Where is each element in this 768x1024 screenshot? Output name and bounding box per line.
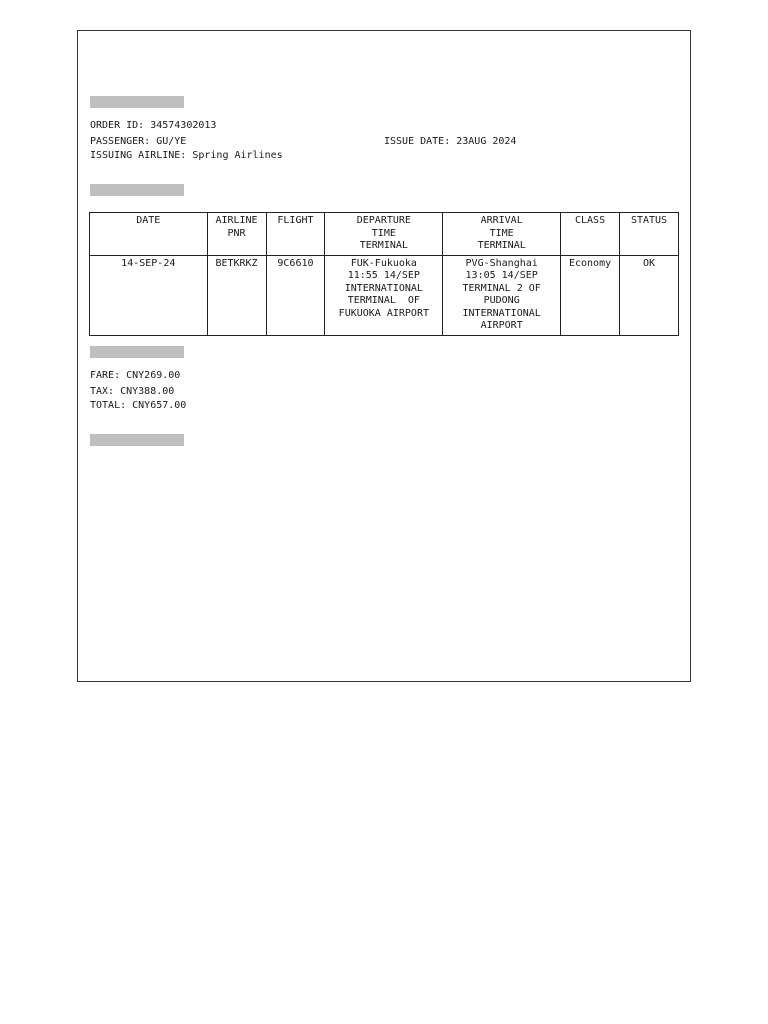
table-header-row [90,213,679,256]
passenger: PASSENGER: GU/YE [90,136,187,147]
cell-departure: FUK-Fukuoka 11:55 14/SEP INTERNATIONAL TERMINAL OF FUKUOKA AIRPORT [325,255,443,335]
cell-status: OK [620,255,679,335]
itinerary-table [89,212,679,336]
header-status: STATUS [620,213,679,256]
header-arrival: ARRIVAL TIME TERMINAL [443,213,561,256]
header-date: DATE [90,213,208,256]
header-flight: FLIGHT [266,213,325,256]
header-airline-pnr: AIRLINE PNR [207,213,266,256]
cell-arrival: PVG-Shanghai 13:05 14/SEP TERMINAL 2 OF PUDONG INTERNATIONAL AIRPORT [443,255,561,335]
cell-class: Economy [561,255,620,335]
fare: FARE: CNY269.00 [90,370,181,381]
cell-flight: 9C6610 [266,255,325,335]
order-id: ORDER ID: 34574302013 [90,120,217,131]
issue-date: ISSUE DATE: 23AUG 2024 [384,136,517,147]
table-row [90,255,679,335]
redacted-heading-notes [90,434,184,446]
header-departure: DEPARTURE TIME TERMINAL [325,213,443,256]
cell-date: 14-SEP-24 [90,255,208,335]
redacted-heading-order [90,96,184,108]
issuing-airline: ISSUING AIRLINE: Spring Airlines [90,150,283,161]
cell-airline-pnr: BETKRKZ [207,255,266,335]
header-class: CLASS [561,213,620,256]
redacted-heading-payment [90,346,184,358]
redacted-heading-itinerary [90,184,184,196]
total: TOTAL: CNY657.00 [90,400,187,411]
tax: TAX: CNY388.00 [90,386,175,397]
